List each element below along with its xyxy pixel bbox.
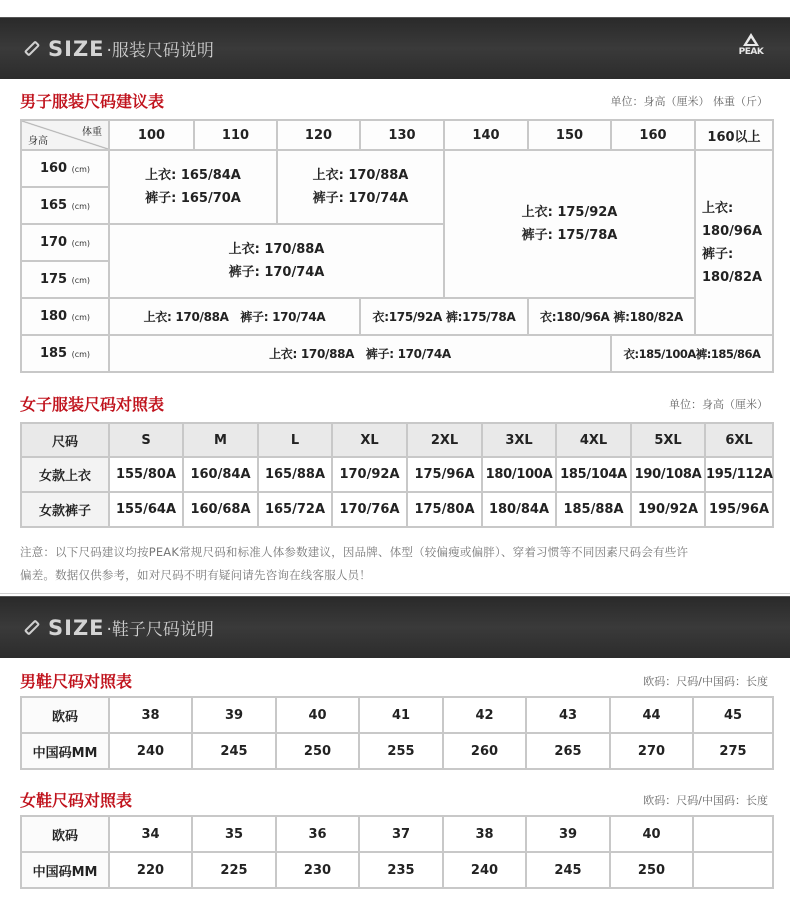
table-cell: 45 (693, 697, 773, 733)
weight-header: 120 (277, 120, 360, 150)
table-cell: 185/88A (556, 492, 631, 527)
disclaimer-line-1: 注意：以下尺码建议均按PEAK常规尺码和标准人体参数建议，因品牌、体型（较偏瘦或偏胖）、穿着习惯等不同因素尺码会有些许 (20, 545, 689, 559)
table-row (21, 733, 773, 769)
table-cell: 42 (443, 697, 526, 733)
corner-height-label: 身高 (28, 136, 48, 147)
sizing-disclaimer (20, 541, 775, 587)
ruler-icon (24, 619, 40, 635)
column-header: 3XL (482, 423, 556, 457)
table-cell: 270 (610, 733, 693, 769)
table-cell: 245 (526, 852, 610, 888)
height-label: 170 (cm) (21, 224, 109, 261)
table-cell: 195/96A (705, 492, 773, 527)
corner-weight-label: 体重 (82, 127, 102, 138)
table-cell: 175/96A (407, 457, 482, 492)
height-label: 160 (cm) (21, 150, 109, 187)
column-header: 4XL (556, 423, 631, 457)
size-cell: 上衣: 175/92A 裤子: 175/78A (444, 150, 695, 298)
table-cell: 36 (276, 816, 359, 852)
table-cell: 165/72A (258, 492, 332, 527)
height-label: 165 (cm) (21, 187, 109, 224)
table-cell: 43 (526, 697, 610, 733)
column-header: M (183, 423, 258, 457)
table-cell: 190/108A (631, 457, 705, 492)
size-cell: 上衣: 170/88A 裤子: 170/74A (109, 224, 444, 298)
table-cell: 39 (192, 697, 276, 733)
corner-header-cell (21, 120, 109, 150)
men-clothing-title: 男子服装尺码建议表 (20, 92, 165, 111)
column-header: 6XL (705, 423, 773, 457)
table-cell: 190/92A (631, 492, 705, 527)
disclaimer-line-2: 偏差。数据仅供参考，如对尺码不明有疑问请先咨询在线客服人员！ (20, 568, 371, 582)
column-header: 尺码 (21, 423, 109, 457)
weight-header: 150 (528, 120, 611, 150)
size-cell: 上衣: 170/88A 裤子: 170/74A (109, 298, 360, 335)
table-cell: 170/92A (332, 457, 407, 492)
men-shoes-unit-note: 欧码：尺码/中国码：长度 (643, 675, 768, 688)
table-cell: 255 (359, 733, 443, 769)
row-label: 中国码MM (21, 733, 109, 769)
table-cell (693, 816, 773, 852)
clothing-size-banner (0, 17, 790, 79)
table-cell: 170/76A (332, 492, 407, 527)
size-cell: 上衣: 165/84A 裤子: 165/70A (109, 150, 277, 224)
row-label: 中国码MM (21, 852, 109, 888)
row-label: 女款上衣 (21, 457, 109, 492)
table-cell: 44 (610, 697, 693, 733)
banner-title (24, 615, 214, 640)
table-cell: 235 (359, 852, 443, 888)
table-cell: 260 (443, 733, 526, 769)
table-cell: 38 (443, 816, 526, 852)
table-cell: 40 (610, 816, 693, 852)
men-clothing-unit-note: 单位：身高（厘米） 体重（斤） (610, 95, 768, 108)
weight-header: 110 (194, 120, 277, 150)
column-header: 2XL (407, 423, 482, 457)
table-cell: 245 (192, 733, 276, 769)
table-cell: 38 (109, 697, 192, 733)
height-label: 185 (cm) (21, 335, 109, 372)
banner-subtitle: ·服装尺码说明 (106, 41, 214, 61)
size-cell: 上衣: 170/88A 裤子: 170/74A (277, 150, 444, 224)
table-cell: 160/68A (183, 492, 258, 527)
row-label: 欧码 (21, 697, 109, 733)
table-cell: 230 (276, 852, 359, 888)
table-cell: 220 (109, 852, 192, 888)
table-cell: 41 (359, 697, 443, 733)
table-cell: 240 (443, 852, 526, 888)
men-shoes-table (20, 696, 774, 770)
height-row-160 (21, 150, 773, 187)
table-cell: 265 (526, 733, 610, 769)
height-row-185 (21, 335, 773, 372)
men-shoes-title: 男鞋尺码对照表 (20, 672, 133, 691)
women-clothing-unit-note: 单位：身高（厘米） (669, 398, 768, 411)
weight-header: 160 (611, 120, 695, 150)
size-cell: 衣:185/100A裤:185/86A (611, 335, 773, 372)
row-label: 女款裤子 (21, 492, 109, 527)
table-cell: 155/80A (109, 457, 183, 492)
weight-header: 160以上 (695, 120, 773, 150)
table-cell: 180/84A (482, 492, 556, 527)
table-cell: 180/100A (482, 457, 556, 492)
women-size-header-row (21, 423, 773, 457)
table-cell: 165/88A (258, 457, 332, 492)
table-row (21, 852, 773, 888)
table-cell: 35 (192, 816, 276, 852)
column-header: 5XL (631, 423, 705, 457)
section-divider (0, 593, 790, 594)
table-cell: 160/84A (183, 457, 258, 492)
height-row-180 (21, 298, 773, 335)
banner-subtitle: ·鞋子尺码说明 (106, 620, 214, 640)
table-cell: 155/64A (109, 492, 183, 527)
women-clothing-title: 女子服装尺码对照表 (20, 395, 165, 414)
women-shoes-table (20, 815, 774, 889)
table-cell: 34 (109, 816, 192, 852)
peak-logo (734, 33, 768, 57)
size-cell: 上衣: 170/88A 裤子: 170/74A (109, 335, 611, 372)
table-row (21, 816, 773, 852)
women-shoes-title: 女鞋尺码对照表 (20, 791, 133, 810)
weight-header: 130 (360, 120, 444, 150)
size-cell: 上衣: 180/96A 裤子: 180/82A (695, 150, 773, 335)
women-clothing-table (20, 422, 774, 528)
table-cell: 195/112A (705, 457, 773, 492)
height-label: 175 (cm) (21, 261, 109, 298)
weight-header-row (21, 120, 773, 150)
men-clothing-table (20, 119, 774, 373)
table-cell: 225 (192, 852, 276, 888)
shoes-size-banner (0, 596, 790, 658)
banner-title (24, 36, 214, 61)
table-cell (693, 852, 773, 888)
table-cell: 250 (610, 852, 693, 888)
column-header: S (109, 423, 183, 457)
size-cell: 衣:180/96A 裤:180/82A (528, 298, 695, 335)
table-row (21, 697, 773, 733)
peak-triangle-icon (743, 33, 759, 46)
table-cell: 185/104A (556, 457, 631, 492)
table-cell: 40 (276, 697, 359, 733)
row-label: 欧码 (21, 816, 109, 852)
table-cell: 175/80A (407, 492, 482, 527)
women-shoes-unit-note: 欧码：尺码/中国码：长度 (643, 794, 768, 807)
weight-header: 100 (109, 120, 194, 150)
table-cell: 275 (693, 733, 773, 769)
column-header: L (258, 423, 332, 457)
peak-logo-text: PEAK (738, 47, 764, 57)
height-label: 180 (cm) (21, 298, 109, 335)
column-header: XL (332, 423, 407, 457)
size-word: SIZE (48, 615, 105, 640)
size-word: SIZE (48, 36, 105, 61)
ruler-icon (24, 40, 40, 56)
table-cell: 250 (276, 733, 359, 769)
size-cell: 衣:175/92A 裤:175/78A (360, 298, 528, 335)
table-cell: 39 (526, 816, 610, 852)
table-cell: 37 (359, 816, 443, 852)
table-row (21, 492, 773, 527)
weight-header: 140 (444, 120, 528, 150)
table-cell: 240 (109, 733, 192, 769)
table-row (21, 457, 773, 492)
